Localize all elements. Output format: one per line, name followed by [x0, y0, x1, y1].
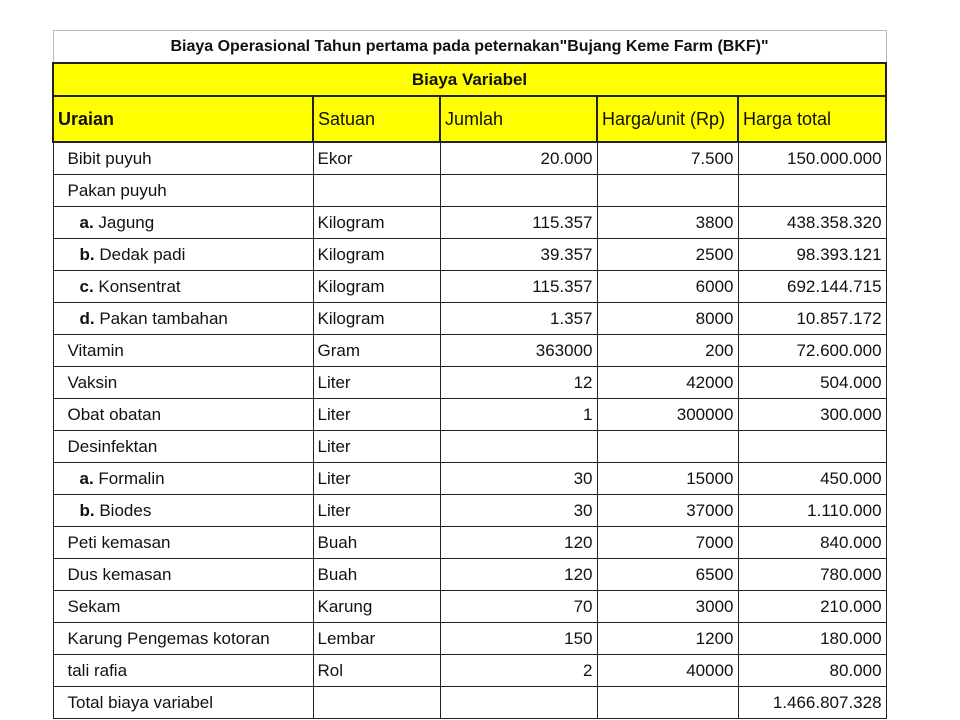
table-row: [53, 591, 886, 623]
cell-uraian: [53, 687, 313, 719]
cell-satuan: [313, 175, 440, 207]
item-label: Pakan tambahan: [99, 309, 228, 328]
item-label: Dus kemasan: [67, 565, 172, 584]
cell-harga-unit: 8000: [597, 303, 738, 335]
cell-uraian: [53, 271, 313, 303]
item-letter: a.: [79, 213, 94, 232]
cell-harga-total: 210.000: [738, 591, 886, 623]
item-label: Dedak padi: [99, 245, 186, 264]
cell-jumlah: 20.000: [440, 142, 597, 175]
cell-jumlah: [440, 687, 597, 719]
item-label: Peti kemasan: [67, 533, 171, 552]
table-row: [53, 495, 886, 527]
cell-jumlah: 70: [440, 591, 597, 623]
cell-jumlah: 30: [440, 495, 597, 527]
item-label: Desinfektan: [67, 437, 158, 456]
cell-harga-unit: 7.500: [597, 142, 738, 175]
table-row: [53, 207, 886, 239]
table-row: [53, 687, 886, 719]
item-label: Total biaya variabel: [67, 693, 214, 712]
cell-uraian: [53, 335, 313, 367]
item-label: Biodes: [99, 501, 152, 520]
cell-uraian: [53, 142, 313, 175]
cell-harga-total: 840.000: [738, 527, 886, 559]
cell-harga-unit: 42000: [597, 367, 738, 399]
item-label: Vitamin: [67, 341, 124, 360]
cell-jumlah: 39.357: [440, 239, 597, 271]
item-label: Bibit puyuh: [67, 149, 152, 168]
cell-satuan: [313, 687, 440, 719]
cell-harga-unit: 6500: [597, 559, 738, 591]
cell-uraian: [53, 303, 313, 335]
header-row: [53, 96, 886, 142]
cell-jumlah: 363000: [440, 335, 597, 367]
cell-jumlah: 2: [440, 655, 597, 687]
cell-satuan: Lembar: [313, 623, 440, 655]
cell-harga-total: 438.358.320: [738, 207, 886, 239]
item-letter: b.: [79, 501, 95, 520]
cell-harga-total: 1.110.000: [738, 495, 886, 527]
cell-satuan: Gram: [313, 335, 440, 367]
item-label: Karung Pengemas kotoran: [67, 629, 270, 648]
cell-harga-total: [738, 431, 886, 463]
item-letter: d.: [79, 309, 95, 328]
item-letter: a.: [79, 469, 94, 488]
cell-satuan: Liter: [313, 463, 440, 495]
cell-uraian: [53, 623, 313, 655]
cell-harga-unit: 300000: [597, 399, 738, 431]
cell-jumlah: 115.357: [440, 271, 597, 303]
table-row: [53, 142, 886, 175]
table-row: [53, 271, 886, 303]
cell-satuan: Kilogram: [313, 239, 440, 271]
cell-harga-unit: 7000: [597, 527, 738, 559]
cell-harga-unit: 200: [597, 335, 738, 367]
cell-uraian: [53, 175, 313, 207]
cell-harga-total: 300.000: [738, 399, 886, 431]
cell-harga-total: [738, 175, 886, 207]
table-row: [53, 175, 886, 207]
cell-uraian: [53, 239, 313, 271]
item-letter: c.: [79, 277, 94, 296]
table-row: [53, 239, 886, 271]
biaya-variabel-table: [52, 30, 887, 719]
cell-satuan: Kilogram: [313, 271, 440, 303]
cell-harga-total: 780.000: [738, 559, 886, 591]
table-row: [53, 367, 886, 399]
cell-satuan: Karung: [313, 591, 440, 623]
cell-harga-unit: 37000: [597, 495, 738, 527]
cell-satuan: Rol: [313, 655, 440, 687]
cell-harga-total: 504.000: [738, 367, 886, 399]
cell-harga-unit: 3000: [597, 591, 738, 623]
cell-uraian: [53, 591, 313, 623]
cell-uraian: [53, 431, 313, 463]
cell-harga-total: 80.000: [738, 655, 886, 687]
cell-jumlah: 1.357: [440, 303, 597, 335]
header-satuan: Satuan: [313, 96, 440, 142]
cell-harga-unit: 1200: [597, 623, 738, 655]
cell-satuan: Kilogram: [313, 303, 440, 335]
table-row: [53, 399, 886, 431]
cell-harga-total: 1.466.807.328: [738, 687, 886, 719]
cell-harga-unit: [597, 687, 738, 719]
table-row: [53, 655, 886, 687]
cell-jumlah: 115.357: [440, 207, 597, 239]
item-label: Jagung: [98, 213, 155, 232]
title-row: [53, 31, 886, 64]
table-title: Biaya Operasional Tahun pertama pada peternakan"Bujang Keme Farm (BKF)": [53, 31, 886, 64]
cell-satuan: Liter: [313, 367, 440, 399]
item-label: Konsentrat: [98, 277, 181, 296]
header-harga-total: Harga total: [738, 96, 886, 142]
cell-jumlah: 120: [440, 559, 597, 591]
cell-uraian: [53, 207, 313, 239]
header-harga-unit: Harga/unit (Rp): [597, 96, 738, 142]
cell-satuan: Buah: [313, 527, 440, 559]
cell-uraian: [53, 463, 313, 495]
cell-satuan: Liter: [313, 495, 440, 527]
table-row: [53, 303, 886, 335]
cell-jumlah: 30: [440, 463, 597, 495]
item-letter: b.: [79, 245, 95, 264]
cell-uraian: [53, 655, 313, 687]
item-label: Pakan puyuh: [67, 181, 167, 200]
cell-harga-total: 10.857.172: [738, 303, 886, 335]
item-label: Obat obatan: [67, 405, 162, 424]
table-row: [53, 431, 886, 463]
cell-satuan: Buah: [313, 559, 440, 591]
cell-satuan: Liter: [313, 431, 440, 463]
cell-uraian: [53, 399, 313, 431]
cell-harga-total: 450.000: [738, 463, 886, 495]
cell-harga-total: 72.600.000: [738, 335, 886, 367]
cell-uraian: [53, 559, 313, 591]
cell-satuan: Liter: [313, 399, 440, 431]
cell-jumlah: 150: [440, 623, 597, 655]
header-uraian: Uraian: [53, 96, 313, 142]
cell-jumlah: [440, 175, 597, 207]
table-row: [53, 559, 886, 591]
cell-harga-unit: 3800: [597, 207, 738, 239]
cell-uraian: [53, 367, 313, 399]
table-row: [53, 623, 886, 655]
table-row: [53, 527, 886, 559]
cell-jumlah: 1: [440, 399, 597, 431]
cell-jumlah: 120: [440, 527, 597, 559]
header-jumlah: Jumlah: [440, 96, 597, 142]
cell-harga-unit: 6000: [597, 271, 738, 303]
cell-harga-total: 150.000.000: [738, 142, 886, 175]
section-row: [53, 63, 886, 96]
item-label: tali rafia: [67, 661, 128, 680]
cell-harga-total: 98.393.121: [738, 239, 886, 271]
cell-jumlah: 12: [440, 367, 597, 399]
table-row: [53, 335, 886, 367]
section-heading: Biaya Variabel: [53, 63, 886, 96]
cell-uraian: [53, 527, 313, 559]
cell-harga-unit: [597, 175, 738, 207]
item-label: Formalin: [98, 469, 165, 488]
cell-harga-total: 692.144.715: [738, 271, 886, 303]
cell-satuan: Ekor: [313, 142, 440, 175]
table-row: [53, 463, 886, 495]
cell-harga-unit: 2500: [597, 239, 738, 271]
item-label: Vaksin: [67, 373, 118, 392]
cell-harga-unit: [597, 431, 738, 463]
item-label: Sekam: [67, 597, 121, 616]
cell-harga-unit: 15000: [597, 463, 738, 495]
cell-satuan: Kilogram: [313, 207, 440, 239]
cell-harga-total: 180.000: [738, 623, 886, 655]
cell-harga-unit: 40000: [597, 655, 738, 687]
cell-uraian: [53, 495, 313, 527]
cell-jumlah: [440, 431, 597, 463]
